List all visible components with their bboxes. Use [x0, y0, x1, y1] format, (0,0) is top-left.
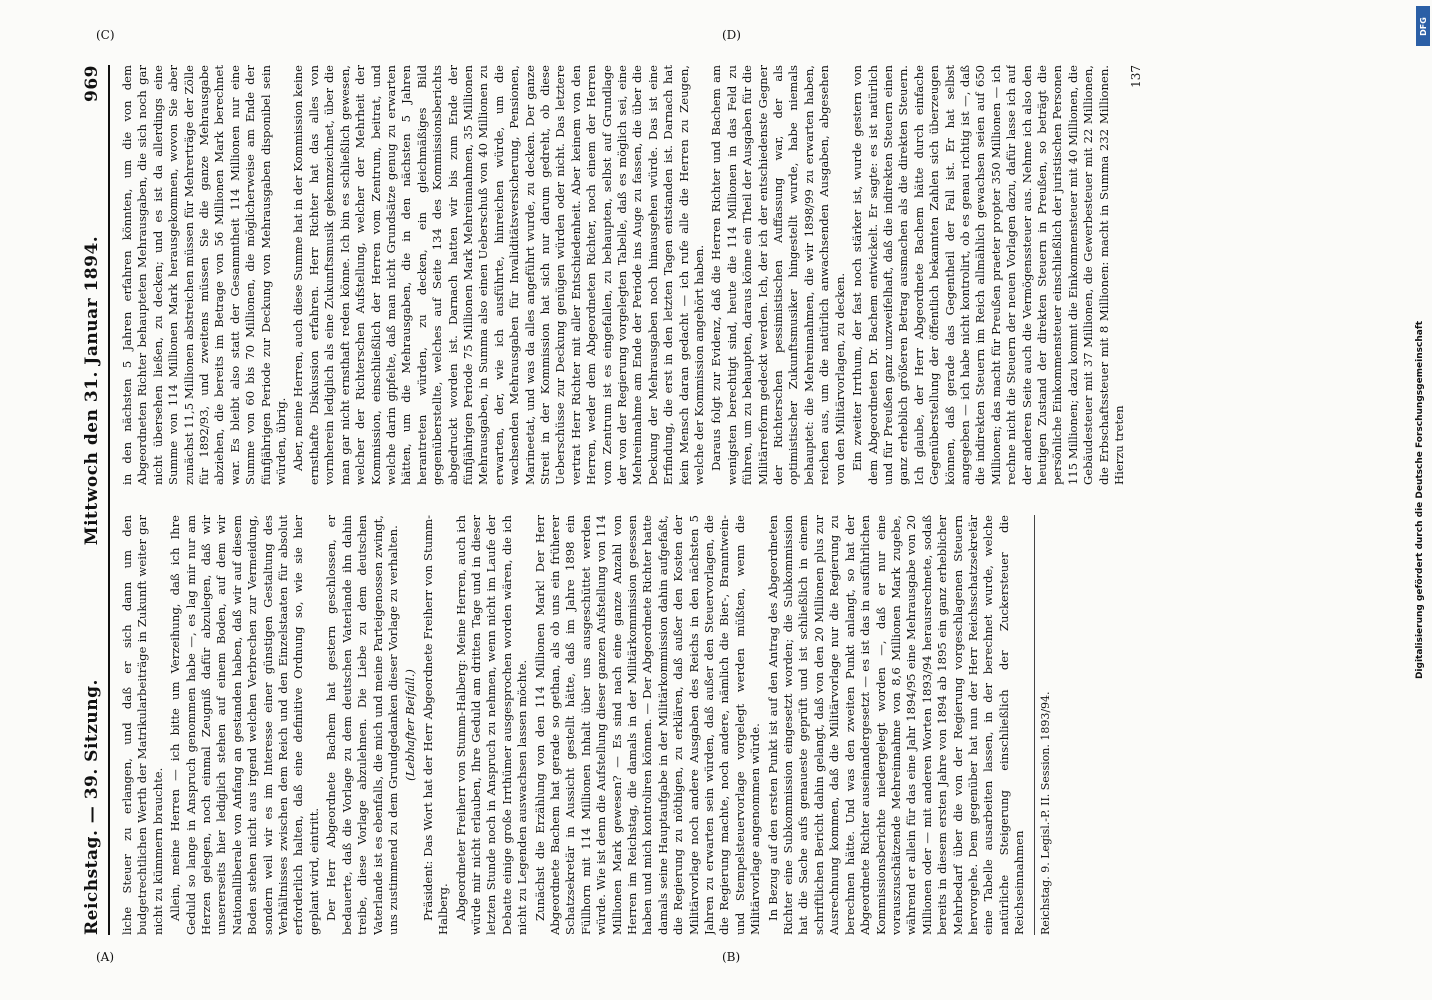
header-center: Mittwoch den 31. Januar 1894.	[82, 235, 102, 546]
column-right	[120, 65, 1320, 485]
column-left	[120, 515, 1320, 935]
header-left: Reichstag. — 39. Sitzung.	[82, 679, 102, 935]
applause-note: (Lebhafter Beifall.)	[403, 669, 418, 781]
paragraph: Der Herr Abgeordnete Bachem hat gestern geschlossen, er bedauerte, daß die Vorlage zu dem deutschen Vaterlande ihn dahin treibe, diese Vorlage abzulehnen. Die Liebe zu dem deutschen Vaterlande ist es ebenfalls, die mich und meine Parteigenossen zwingt, uns zustimmend zu dem Grundgedanken dieser Vorlage zu verhalten.	[324, 515, 400, 935]
text-columns	[120, 65, 1320, 935]
paragraph: Allein, meine Herren — ich bitte um Verzeihung, daß ich Ihre Geduld so lange in Anspruch genommen habe —, es lag mir nur am Herzen gelegen, noch einmal Zeugniß dafür abzulegen, daß wir unsererseits hier lediglich stehen auf einem Boden, auf dem wir Nationalliberale von Anfang an gestanden haben, daß wir auf diesem Boden stehen nicht aus irgend welchen Verbrechen zur Vermeidung, sondern weil wir es im Interesse einer günstigen Gestaltung des Verhältnisses zwischen dem Reich und den Einzelstaaten für absolut erforderlich halten, daß eine definitive Ordnung so, wie sie hier geplant wird, eintritt.	[168, 515, 321, 935]
paragraph: Daraus folgt zur Evidenz, daß die Herren Richter und Bachem am wenigsten berechtigt sind, heute die 114 Millionen in das Feld zu führen, um zu behaupten, daraus könne ein Theil der Ausgaben für die Militärreform gedeckt werden. Ich, der ich der entschiedenste Gegner der Richterschen pessimistischen Auffassung war, der als optimistischer Zukunftsmusiker hingestellt wurde, habe niemals behauptet: die Mehreinnahmen, die wir 1898/99 zu erwarten haben, reichen aus, um die natürlich anwachsenden Ausgaben, abgesehen von den Militärvorlagen, zu decken.	[709, 65, 847, 485]
dfg-logo: DFG	[1416, 6, 1430, 46]
paragraph: In Bezug auf den ersten Punkt ist auf den Antrag des Abgeordneten Richter eine Subkommission eingesetzt worden; die Subkommission hat die Sache aufs genaueste geprüft und ist schließlich in einem schriftlichen Bericht dahin gelangt, daß von den 20 Millionen plus zur Ausrechnung kommen, daß die Militärvorlage nur die Regierung zu berechnen hätte. Und was den zweiten Punkt anlangt, so hat der Abgeordnete Richter auseinandergesetzt — es ist das in ausführlichen Kommissionsberichte niedergelegt worden —, daß er nur eine vorauszuschätzende Mehreinnahme von 8,6 Millionen Mark zugebe, während er allein für das eine Jahr 1894/95 eine Mehrausgabe von 20 Millionen oder — mit anderen Worten 1893/94 herausrechnete, sodaß bereits in diesem ersten Jahre von 1894 ab 1895 ein ganz erheblicher Mehrbedarf über die von der Regierung vorgeschlagenen Steuern hervorgehe. Dem gegenüber hat nun der Herr Reichsschatzsekretär eine Tabelle ausarbeiten lassen, in der berechnet wurde, welche natürliche Steigerung einschließlich der Zuckersteuer die Reichseinnahmen	[765, 515, 1027, 935]
sheet-number: 137	[1129, 65, 1144, 88]
margin-marker-b: (B)	[722, 950, 741, 964]
paragraph: Abgeordneter Freiherr von Stumm-Halberg: Meine Herren, auch ich würde mir nicht erlauben, Ihre Geduld am dritten Tage und in dieser letzten Stunde noch in Anspruch zu nehmen, wenn nicht im Laufe der Debatte einige große Irrthümer ausgesprochen worden wären, die ich nicht zu Legenden auswachsen lassen möchte.	[453, 515, 530, 935]
paragraph: Zunächst die Erzählung von den 114 Millionen Mark! Der Herr Abgeordnete Bachem hat gerade so gethan, als ob uns ein früherer Schatzsekretär in Aussicht gestellt hätte, daß im Jahre 1898 ein Füllhorn mit 114 Millionen Inhalt über uns ausgeschüttet werden würde. Wie ist denn die Aufstellung dieser ganzen Aufstellung von 114 Millionen Mark gewesen? — Es sind nach eine ganze Anzahl von Herren im Reichstag, die damals in der Militärkommission gesessen haben und mich kontroliren können. — Der Abgeordnete Richter hatte damals seine Hauptaufgabe in der Militärkommission dahin aufgefaßt, die Regierung zu nöthigen, zu erklären, daß außer den Kosten der Militärvorlage noch andere Ausgaben des Reichs in den nächsten 5 Jahren zu erwarten sein würden, daß außer den Steuervorlagen, die die Regierung machte, noch andere, nämlich die Bier-, Branntwein- und Stempelsteuervorlage vorgelegt werden müßten, wenn die Militärvorlage angenommen würde.	[532, 515, 763, 935]
margin-marker-c: (C)	[96, 28, 115, 42]
document-page	[46, 25, 1386, 975]
paragraph: Ein zweiter Irrthum, der fast noch stärker ist, wurde gestern von dem Abgeordneten Dr. Bachem entwickelt. Er sagte: es ist natürlich und für Preußen ganz unzweifelhaft, daß die indirekten Steuern einen ganz erheblich größeren Betrag ausmachen als die direkten Steuern. Ich glaube, der Herr Abgeordnete Bachem hätte durch einfache Gegenüberstellung der öffentlich bekannten Zahlen sich überzeugen können, daß gerade das Gegentheil der Fall ist. Er hat selbst angegeben — ich habe nicht kontrolirt, ob es genau richtig ist —, daß die indirekten Steuern im Reich allmählich gewachsen seien auf 650 Millionen; das macht für Preußen praeter propter 350 Millionen — ich rechne nicht die Steuern der neuen Vorlagen dazu, dafür lasse ich auf der anderen Seite auch die Vermögenssteuer aus. Nehme ich also den heutigen Zustand der direkten Steuern in Preußen, so beträgt die persönliche Einkommensteuer einschließlich der juristischen Personen 115 Millionen; dazu kommt die Einkommensteuer mit 40 Millionen, die Gebäudesteuer mit 37 Millionen, die Gewerbesteuer mit 22 Millionen, die Erbschaftssteuer mit 8 Millionen: macht in Summa 232 Millionen. Hierzu treten	[850, 65, 1126, 485]
speaker-paragraph: Präsident: Das Wort hat der Herr Abgeordnete Freiherr von Stumm-Halberg.	[420, 515, 451, 935]
paragraph: in den nächsten 5 Jahren erfahren könnten, um die von dem Abgeordneten Richter behaupteten Mehrausgaben, die sich noch gar nicht übersehen ließen, zu decken; und es ist da allerdings eine Summe von 114 Millionen Mark herausgekommen, wovon Sie aber zunächst 11,5 Millionen abstreichen müssen für Mehrerträge der Zölle für 1892/93, und zweitens müssen Sie die ganze Mehrausgabe abziehen, die bereits im Betrage von 56 Millionen Mark berechnet war. Es bleibt also statt der Gesammtheit 114 Millionen nur eine Summe von 60 bis 70 Millionen, die möglicherweise am Ende der fünfjährigen Periode zur Deckung von Mehrausgaben disponibel sein würden, übrig.	[120, 65, 289, 485]
paragraph: Aber, meine Herren, auch diese Summe hat in der Kommission keine ernsthafte Diskussion erfahren. Herr Richter hat das alles von vornherein lediglich als eine Zukunftsmusik gekennzeichnet, über die man gar nicht ernsthaft reden könne. Ich bin es schließlich gewesen, welcher der Richterschen Aufstellung, welcher der Mehrheit der Kommission, einschließlich der Herren vom Zentrum, beitrat, und welche darin gipfelte, daß man nicht Grundsätze genug zu erwarten hätten, um die Mehrausgaben, die in den nächsten 5 Jahren herantreten würden, zu decken, ein gleichmäßiges Bild gegenüberstellte, welches auf Seite 134 des Kommissionsberichts abgedruckt worden ist. Darnach hatten wir bis zum Ende der fünfjährigen Periode 75 Millionen Mark Mehreinnahmen, 35 Millionen Mehrausgaben, in Summa also einen Ueberschuß von 40 Millionen zu erwarten, der, wie ich ausführte, hinreichen würde, um die wachsenden Mehrausgaben für Invaliditätsversicherung, Pensionen, Marineetat, und was da alles angeführt wurde, zu decken. Der ganze Streit in der Kommission hat sich nur darum gedreht, ob diese Ueberschüsse zur Deckung genügen würden oder nicht. Das letztere vertrat Herr Richter mit aller Entschiedenheit. Aber keinem von den Herren, weder dem Abgeordneten Richter, noch einem der Herren vom Zentrum ist es eingefallen, zu behaupten, selbst auf Grundlage der von der Regierung vorgelegten Tabelle, daß es möglich sei, eine Mehreinnahme am Ende der Periode ins Auge zu fassen, die über die Deckung der Mehrausgaben noch hinausgehen würde. Das ist eine Erfindung, die erst in den letzten Tagen entstanden ist. Darnach hat kein Mensch daran gedacht — ich rufe alle die Herren zu Zeugen, welche der Kommission angehört haben.	[291, 65, 707, 485]
paragraph: liche Steuer zu erlangen, und daß er sich dann um den budgetrechtlichen Werth der Matrikularbeiträge in Zukunft weiter gar nicht zu kümmern brauchte.	[120, 515, 165, 935]
digitization-credit: Digitalisierung gefördert durch die Deutsche Forschungsgemeinschaft	[1415, 320, 1425, 680]
page-number: 969	[82, 65, 102, 102]
footnote: Reichstag. 9. Legisl.-P. II. Session. 1893/94.	[1034, 515, 1053, 935]
page-header	[82, 65, 110, 935]
margin-marker-d: (D)	[722, 28, 741, 42]
margin-marker-a: (A)	[96, 950, 115, 964]
